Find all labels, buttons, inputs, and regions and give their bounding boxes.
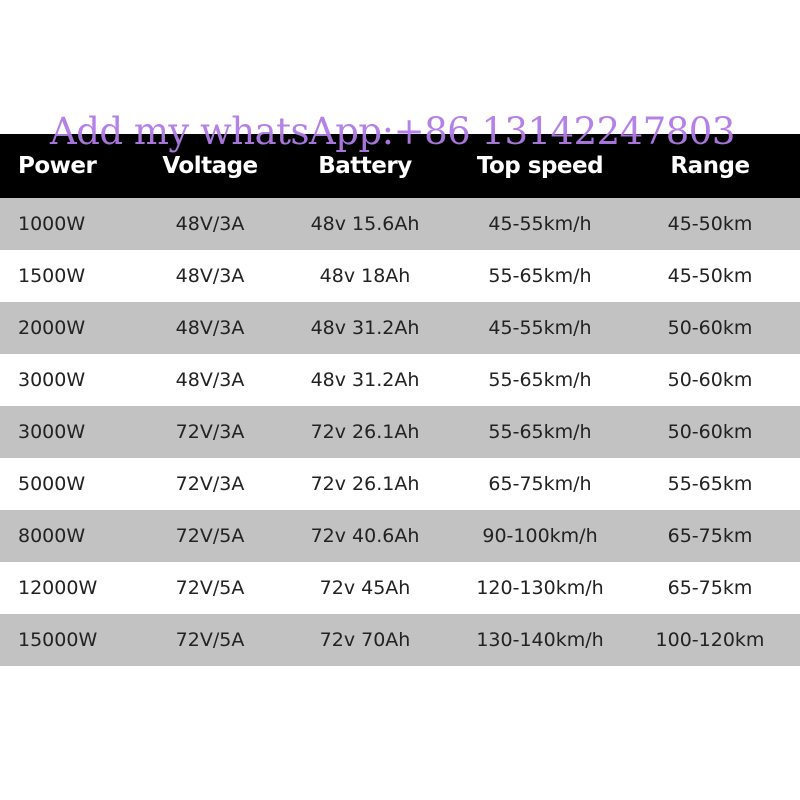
header-power: Power xyxy=(0,134,150,198)
cell-power: 1000W xyxy=(0,198,150,250)
table-row xyxy=(0,198,800,250)
cell-battery: 72v 40.6Ah xyxy=(270,510,460,562)
cell-battery: 72v 70Ah xyxy=(270,614,460,666)
cell-top-speed: 120-130km/h xyxy=(460,562,620,614)
cell-range: 55-65km xyxy=(620,458,800,510)
cell-voltage: 48V/3A xyxy=(150,302,270,354)
table-row xyxy=(0,406,800,458)
cell-battery: 72v 26.1Ah xyxy=(270,458,460,510)
cell-battery: 48v 31.2Ah xyxy=(270,354,460,406)
cell-power: 12000W xyxy=(0,562,150,614)
cell-range: 50-60km xyxy=(620,406,800,458)
cell-power: 3000W xyxy=(0,354,150,406)
header-battery: Battery xyxy=(270,134,460,198)
table-row xyxy=(0,302,800,354)
header-range: Range xyxy=(620,134,800,198)
cell-top-speed: 45-55km/h xyxy=(460,198,620,250)
cell-voltage: 72V/3A xyxy=(150,406,270,458)
table-row xyxy=(0,614,800,666)
cell-voltage: 48V/3A xyxy=(150,250,270,302)
cell-top-speed: 90-100km/h xyxy=(460,510,620,562)
cell-battery: 72v 45Ah xyxy=(270,562,460,614)
cell-power: 5000W xyxy=(0,458,150,510)
cell-top-speed: 55-65km/h xyxy=(460,406,620,458)
cell-power: 15000W xyxy=(0,614,150,666)
table-row xyxy=(0,458,800,510)
cell-voltage: 48V/3A xyxy=(150,354,270,406)
cell-voltage: 48V/3A xyxy=(150,198,270,250)
cell-battery: 72v 26.1Ah xyxy=(270,406,460,458)
table-row xyxy=(0,354,800,406)
cell-battery: 48v 18Ah xyxy=(270,250,460,302)
spec-table xyxy=(0,134,800,666)
table-row xyxy=(0,250,800,302)
cell-top-speed: 45-55km/h xyxy=(460,302,620,354)
table-row xyxy=(0,510,800,562)
cell-battery: 48v 15.6Ah xyxy=(270,198,460,250)
cell-voltage: 72V/3A xyxy=(150,458,270,510)
cell-range: 50-60km xyxy=(620,302,800,354)
cell-range: 65-75km xyxy=(620,510,800,562)
cell-range: 65-75km xyxy=(620,562,800,614)
cell-battery: 48v 31.2Ah xyxy=(270,302,460,354)
header-voltage: Voltage xyxy=(150,134,270,198)
cell-range: 45-50km xyxy=(620,198,800,250)
cell-top-speed: 55-65km/h xyxy=(460,250,620,302)
cell-range: 50-60km xyxy=(620,354,800,406)
cell-top-speed: 65-75km/h xyxy=(460,458,620,510)
whatsapp-watermark: Add my whatsApp:+86 13142247803 xyxy=(50,110,735,153)
cell-power: 2000W xyxy=(0,302,150,354)
cell-top-speed: 55-65km/h xyxy=(460,354,620,406)
cell-voltage: 72V/5A xyxy=(150,614,270,666)
cell-power: 3000W xyxy=(0,406,150,458)
cell-power: 1500W xyxy=(0,250,150,302)
cell-top-speed: 130-140km/h xyxy=(460,614,620,666)
cell-voltage: 72V/5A xyxy=(150,510,270,562)
table-row xyxy=(0,562,800,614)
header-top-speed: Top speed xyxy=(460,134,620,198)
cell-range: 100-120km xyxy=(620,614,800,666)
cell-voltage: 72V/5A xyxy=(150,562,270,614)
cell-power: 8000W xyxy=(0,510,150,562)
cell-range: 45-50km xyxy=(620,250,800,302)
